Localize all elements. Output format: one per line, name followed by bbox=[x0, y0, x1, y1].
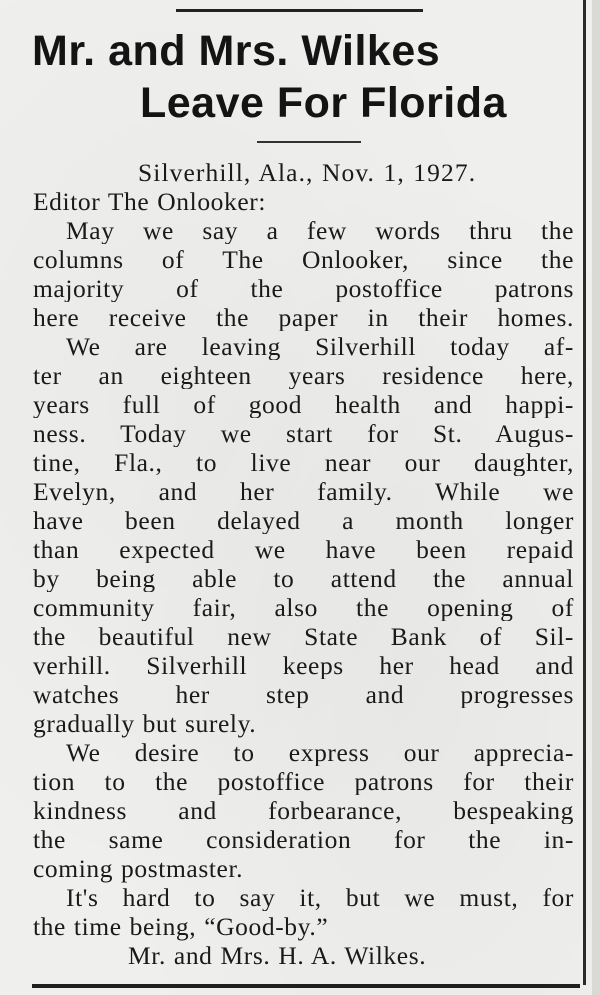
dateline: Silverhill, Ala., Nov. 1, 1927. bbox=[138, 158, 477, 187]
body-line: We are leaving Silverhill today af- bbox=[66, 334, 574, 360]
body-line: verhill. Silverhill keeps her head and bbox=[33, 653, 574, 679]
body-line: the beautiful new State Bank of Sil- bbox=[33, 624, 574, 650]
headline-line-2: Leave For Florida bbox=[140, 79, 507, 127]
top-rule bbox=[176, 9, 423, 12]
body-line: It's hard to say it, but we must, for bbox=[66, 885, 574, 911]
body-line: than expected we have been repaid bbox=[33, 537, 574, 563]
body-line: ness. Today we start for St. Augus- bbox=[33, 421, 574, 447]
body-line: columns of The Onlooker, since the bbox=[33, 247, 574, 273]
signature: Mr. and Mrs. H. A. Wilkes. bbox=[128, 941, 427, 970]
body-line: the time being, “Good-by.” bbox=[33, 912, 329, 941]
body-line: Evelyn, and her family. While we bbox=[33, 479, 574, 505]
body-line: We desire to express our apprecia- bbox=[66, 740, 574, 766]
body-line: ter an eighteen years residence here, bbox=[33, 363, 574, 389]
body-line: majority of the postoffice patrons bbox=[33, 276, 574, 302]
body-line: community fair, also the opening of bbox=[33, 595, 574, 621]
body-line: tion to the postoffice patrons for their bbox=[33, 769, 574, 795]
body-line: kindness and forbearance, bespeaking bbox=[33, 798, 574, 824]
body-line: years full of good health and happi- bbox=[33, 392, 574, 418]
headline-rule bbox=[257, 141, 361, 143]
body-line: have been delayed a month longer bbox=[33, 508, 574, 534]
body-line: tine, Fla., to live near our daughter, bbox=[33, 450, 574, 476]
body-line: May we say a few words thru the bbox=[66, 218, 574, 244]
headline-line-1: Mr. and Mrs. Wilkes bbox=[32, 27, 441, 75]
bottom-rule bbox=[32, 984, 580, 988]
body-line: by being able to attend the annual bbox=[33, 566, 574, 592]
column-rule bbox=[583, 0, 586, 985]
page-edge bbox=[592, 0, 600, 995]
body-line: gradually but surely. bbox=[33, 709, 257, 738]
body-line: the same consideration for the in- bbox=[33, 827, 574, 853]
body-line: coming postmaster. bbox=[33, 854, 244, 883]
body-line: watches her step and progresses bbox=[33, 682, 574, 708]
salutation: Editor The Onlooker: bbox=[33, 187, 267, 216]
body-line: here receive the paper in their homes. bbox=[33, 305, 574, 331]
